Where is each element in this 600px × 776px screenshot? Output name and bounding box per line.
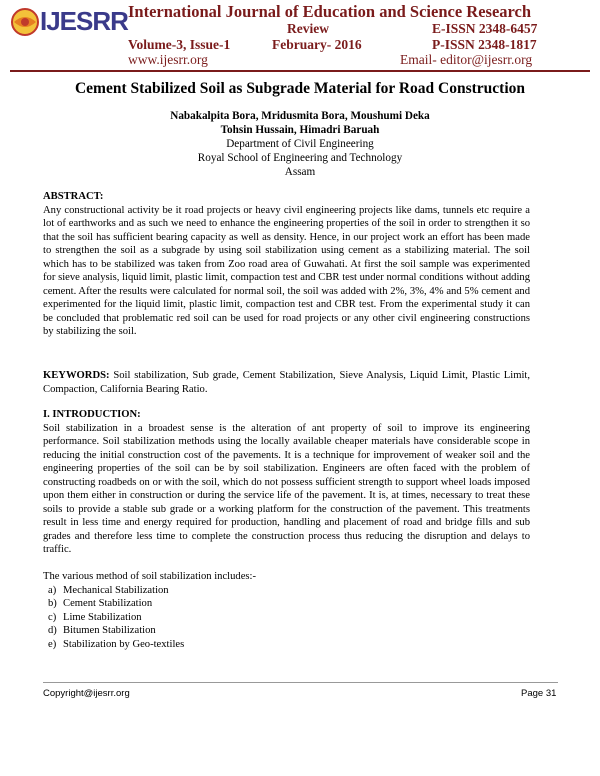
introduction-text: Soil stabilization in a broadest sense is the alteration of ant property of soil to improve its engineering performance. Soil stabilization methods using the locally available cheaper materials have considerable scope in reducing the initial construction cost of the pavements. It is a technique for improvement of weaker soil and the engineering properties of the soil can be by soil stabilization. Engineers are often faced with the problem of constructing roadbeds on or with the soil, which do not possess sufficient strength to support wheel loads imposed upon them either in construction or during the service life of the pavement. It is, at times, necessary to treat these soils to provide a stable sub grade or a working platform for the construction of the pavement. This treatments result in less time and energy required for production, handling and placement of road and bridge fills and sub grades and therefore less time to complete the construction process thus reducing the disruption and delays to traffic. [43,422,530,556]
introduction-section [43,408,530,651]
issue-date: February- 2016 [272,37,362,52]
list-item: d) Bitumen Stabilization [48,625,156,637]
paper-title: Cement Stabilized Soil as Subgrade Material for Road Construction [74,80,526,97]
footer-divider [43,682,558,683]
eissn: E-ISSN 2348-6457 [432,21,538,36]
abstract-heading: ABSTRACT: [43,191,104,202]
methods-intro: The various method of soil stabilization includes:- [43,571,257,583]
journal-title: International Journal of Education and Science Research [128,2,532,21]
logo-text: IJESRR [40,6,128,36]
keywords-text: Soil stabilization, Sub grade, Cement Stabilization, Sieve Analysis, Liquid Limit, Plastic Limit, Compaction, California Bearing Ratio. [43,370,530,395]
pissn: P-ISSN 2348-1817 [432,37,537,52]
abstract-text: Any constructional activity be it road projects or heavy civil engineering projects like dams, tunnels etc require a lot of earthworks and as such we need to enhance the engineering properties of the soil in order to strengthen it so that the soil has sufficient bearing capacity as well as density. Hence, in our project work an effort has been made to strengthen the soil as a subgrade by using soil stabilization using cement as a stabilizing material. The soil which has to be stabilized was taken from Zoo road area of Guwahati. At first the soil sample was experimented for sieve analysis, liquid limit, plastic limit, compaction test and CBR test under normal conditions without adding cement. After the results were calculated for normal soil, the soil was added with 2%, 3%, 4% and 5% cement and experimented for the liquid limit, plastic limit, compaction test and CBR test. From the experimental study it can be concluded that problematic red soil can be used for road projects or any other civil engineering constructions by stabilizing the soil. [43,204,530,338]
list-item: c) Lime Stabilization [48,611,142,623]
introduction-heading: I. INTRODUCTION: [43,409,141,420]
review-label: Review [287,21,329,36]
abstract-section [43,190,530,339]
institute: Royal School of Engineering and Technology [197,152,403,164]
authors-line-1: Nabakalpita Bora, Mridusmita Bora, Moushumi Deka [170,110,430,122]
footer-copyright: Copyright@ijesrr.org [43,688,130,699]
authors-line-2: Tohsin Hussain, Himadri Baruah [220,124,380,136]
globe-logo-icon [10,7,40,37]
email-link[interactable]: Email- editor@ijesrr.org [400,52,533,67]
volume-issue: Volume-3, Issue-1 [128,37,231,52]
methods-list [43,584,530,652]
header-divider [10,70,590,72]
list-item: b) Cement Stabilization [48,598,153,610]
department: Department of Civil Engineering [226,138,374,150]
footer-page-number: Page 31 [521,688,557,699]
list-item: a) Mechanical Stabilization [48,584,169,596]
list-item: e) Stabilization by Geo-textiles [48,638,185,650]
keywords-label: KEYWORDS: [43,370,110,381]
location: Assam [284,166,316,178]
keywords-section [43,369,530,396]
website-link[interactable]: www.ijesrr.org [128,52,208,67]
journal-logo [10,4,130,44]
